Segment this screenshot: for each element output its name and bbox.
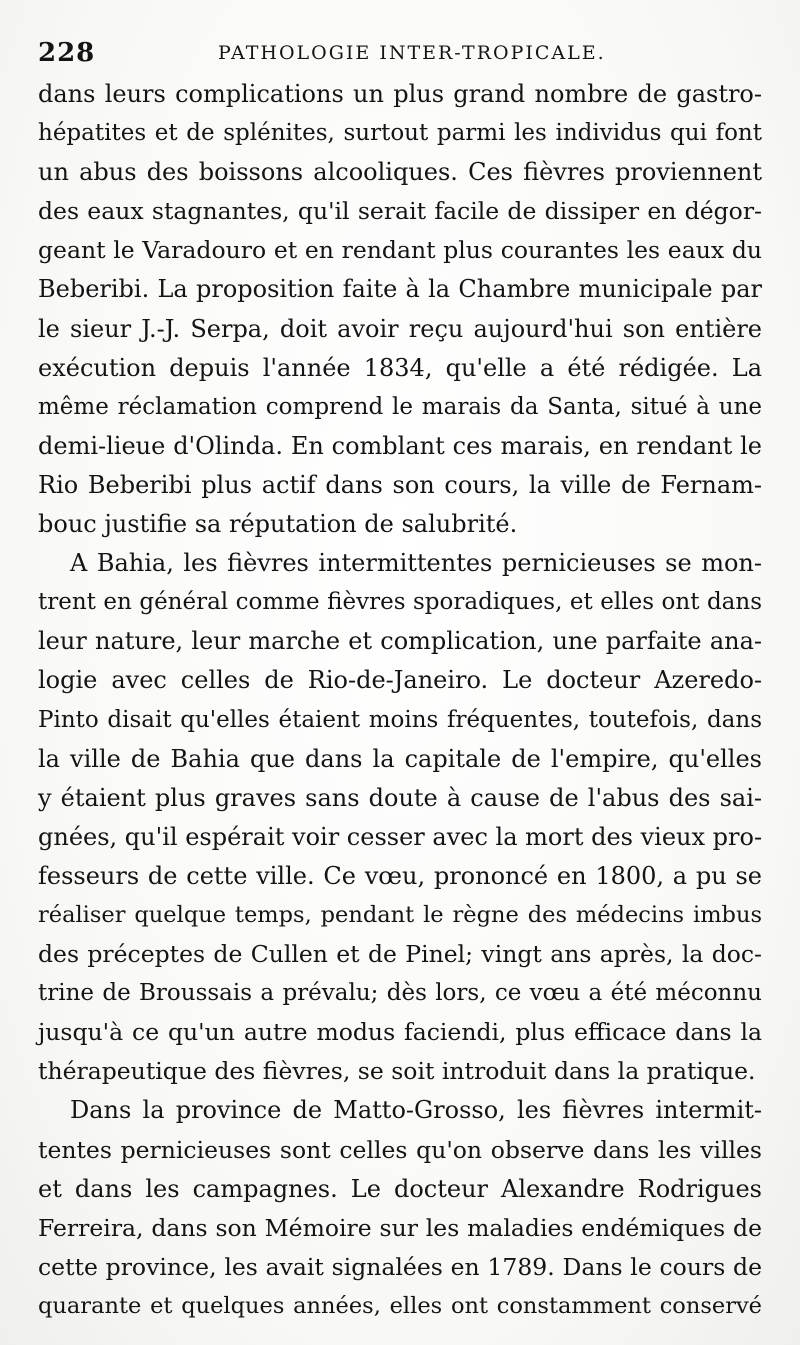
text-line: bouc justifie sa réputation de salubrité. (38, 510, 518, 539)
paragraph-start: Dans la province de Matto-Grosso, les fièvres intermit- (70, 1096, 762, 1125)
text-line: fesseurs de cette ville. Ce vœu, prononcé en 1800, a pu se (38, 861, 762, 890)
text-line: gnées, qu'il espérait voir cesser avec la mort des vieux pro- (38, 822, 763, 851)
text-line: Beberibi. La proposition faite à la Chambre municipale par (38, 275, 762, 304)
text-line: logie avec celles de Rio-de-Janeiro. Le docteur Azeredo- (38, 666, 762, 695)
text-line: des préceptes de Cullen et de Pinel; vingt ans après, la doc- (38, 940, 762, 969)
text-line: exécution depuis l'année 1834, qu'elle a été rédigée. La (38, 353, 762, 382)
running-title: PATHOLOGIE INTER-TROPICALE. (218, 42, 606, 64)
text-line: thérapeutique des fièvres, se soit introduit dans la pratique. (38, 1057, 756, 1086)
page-header (38, 38, 762, 68)
text-line: Pinto disait qu'elles étaient moins fréquentes, toutefois, dans (38, 706, 762, 733)
body-text (38, 75, 762, 1326)
text-line: le sieur J.-J. Serpa, doit avoir reçu aujourd'hui son entière (38, 314, 762, 343)
text-line: geant le Varadouro et en rendant plus courantes les eaux du (38, 236, 762, 265)
text-line: cette province, les avait signalées en 1789. Dans le cours de (38, 1252, 762, 1281)
text-line: tentes pernicieuses sont celles qu'on observe dans les villes (38, 1135, 762, 1164)
text-line: la ville de Bahia que dans la capitale de l'empire, qu'elles (38, 744, 762, 773)
page-number: 228 (38, 38, 96, 68)
text-line: trine de Broussais a prévalu; dès lors, ce vœu a été méconnu (38, 980, 762, 1007)
text-line: trent en général comme fièvres sporadiques, et elles ont dans (38, 589, 762, 616)
text-line: des eaux stagnantes, qu'il serait facile de dissiper en dégor- (38, 197, 762, 226)
text-line: jusqu'à ce qu'un autre modus faciendi, plus efficace dans la (38, 1018, 762, 1047)
text-line: et dans les campagnes. Le docteur Alexandre Rodrigues (38, 1174, 762, 1203)
text-line: Ferreira, dans son Mémoire sur les maladies endémiques de (38, 1213, 762, 1242)
text-line: dans leurs complications un plus grand nombre de gastro- (38, 80, 762, 108)
text-line: leur nature, leur marche et complication, une parfaite ana- (38, 627, 762, 656)
text-line: Rio Beberibi plus actif dans son cours, la ville de Fernam- (38, 470, 762, 499)
text-line: réaliser quelque temps, pendant le règne des médecins imbus (38, 901, 762, 928)
text-line: y étaient plus graves sans doute à cause de l'abus des sai- (38, 783, 762, 812)
paragraph-start: A Bahia, les fièvres intermittentes pernicieuses se mon- (70, 549, 762, 578)
text-line: quarante et quelques années, elles ont constamment conservé (38, 1292, 762, 1319)
text-line: demi-lieue d'Olinda. En comblant ces marais, en rendant le (38, 431, 762, 460)
text-line: même réclamation comprend le marais da Santa, situé à une (38, 393, 762, 420)
text-line: hépatites et de splénites, surtout parmi les individus qui font (38, 120, 762, 147)
text-line: un abus des boissons alcooliques. Ces fièvres proviennent (38, 158, 762, 187)
